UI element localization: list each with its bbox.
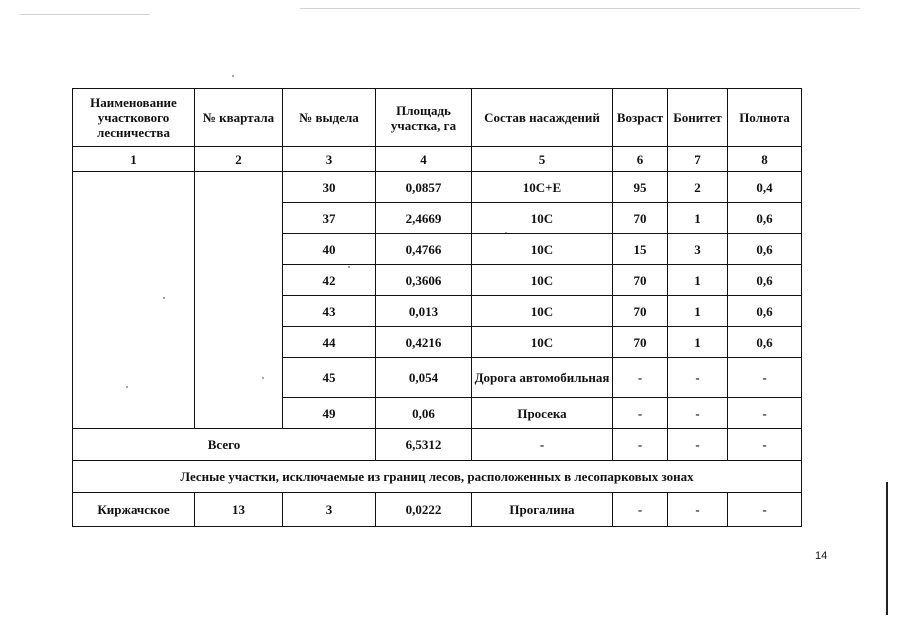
section-caption-row (73, 461, 802, 493)
polnota-cell: 0,6 (728, 265, 802, 296)
col-header-polnota: Полнота (728, 89, 802, 147)
vydel-cell: 40 (283, 234, 376, 265)
bonitet-cell: - (668, 398, 728, 429)
vydel-cell: 37 (283, 203, 376, 234)
polnota-cell: 0,4 (728, 172, 802, 203)
composition-cell: 10С+Е (472, 172, 613, 203)
page-number: 14 (815, 550, 828, 562)
excluded-row (73, 493, 802, 527)
column-number: 6 (613, 147, 668, 172)
column-number: 7 (668, 147, 728, 172)
column-number: 1 (73, 147, 195, 172)
margin-rule (886, 482, 888, 615)
composition-cell: 10С (472, 265, 613, 296)
col-header-age: Возраст (613, 89, 668, 147)
column-number: 4 (376, 147, 472, 172)
kvartal-cell-empty (195, 172, 283, 429)
polnota-cell: - (728, 398, 802, 429)
bonitet-cell: - (668, 493, 728, 527)
vydel-cell: 42 (283, 265, 376, 296)
area-cell: 0,013 (376, 296, 472, 327)
age-cell: - (613, 358, 668, 398)
forest-plots-table (72, 88, 802, 527)
total-bonitet: - (668, 429, 728, 461)
col-header-area: Площадь участка, га (376, 89, 472, 147)
column-number: 5 (472, 147, 613, 172)
bonitet-cell: 1 (668, 327, 728, 358)
vydel-cell: 49 (283, 398, 376, 429)
age-cell: - (613, 493, 668, 527)
col-header-vydel: № выдела (283, 89, 376, 147)
bonitet-cell: 1 (668, 203, 728, 234)
bonitet-cell: 3 (668, 234, 728, 265)
total-label: Всего (73, 429, 376, 461)
composition-cell: Просека (472, 398, 613, 429)
area-cell: 0,4766 (376, 234, 472, 265)
table-row (73, 172, 802, 203)
composition-cell: 10С (472, 234, 613, 265)
area-cell: 0,0857 (376, 172, 472, 203)
area-cell: 0,0222 (376, 493, 472, 527)
column-number: 8 (728, 147, 802, 172)
area-cell: 2,4669 (376, 203, 472, 234)
area-cell: 0,3606 (376, 265, 472, 296)
age-cell: 70 (613, 327, 668, 358)
col-header-kvartal: № квартала (195, 89, 283, 147)
column-number: 2 (195, 147, 283, 172)
age-cell: 15 (613, 234, 668, 265)
bonitet-cell: - (668, 358, 728, 398)
composition-cell: 10С (472, 203, 613, 234)
polnota-cell: 0,6 (728, 203, 802, 234)
total-polnota: - (728, 429, 802, 461)
vydel-cell: 45 (283, 358, 376, 398)
lesnichestvo-cell: Киржачское (73, 493, 195, 527)
polnota-cell: 0,6 (728, 327, 802, 358)
area-cell: 0,054 (376, 358, 472, 398)
col-header-bonitet: Бонитет (668, 89, 728, 147)
lesnichestvo-cell-empty (73, 172, 195, 429)
bonitet-cell: 1 (668, 265, 728, 296)
scan-speck (232, 75, 234, 77)
col-header-composition: Состав насаждений (472, 89, 613, 147)
age-cell: - (613, 398, 668, 429)
vydel-cell: 3 (283, 493, 376, 527)
total-age: - (613, 429, 668, 461)
scan-artifact-line (300, 8, 860, 9)
bonitet-cell: 1 (668, 296, 728, 327)
kvartal-cell: 13 (195, 493, 283, 527)
vydel-cell: 44 (283, 327, 376, 358)
section-caption: Лесные участки, исключаемые из границ лесов, расположенных в лесопарковых зонах (73, 461, 802, 493)
vydel-cell: 43 (283, 296, 376, 327)
bonitet-cell: 2 (668, 172, 728, 203)
total-area: 6,5312 (376, 429, 472, 461)
total-composition: - (472, 429, 613, 461)
header-row (73, 89, 802, 147)
composition-cell: 10С (472, 296, 613, 327)
composition-cell: 10С (472, 327, 613, 358)
polnota-cell: - (728, 493, 802, 527)
composition-cell: Прогалина (472, 493, 613, 527)
area-cell: 0,06 (376, 398, 472, 429)
polnota-cell: 0,6 (728, 234, 802, 265)
scan-artifact-line (20, 14, 150, 15)
age-cell: 70 (613, 203, 668, 234)
age-cell: 70 (613, 265, 668, 296)
composition-cell: Дорога автомобильная (472, 358, 613, 398)
area-cell: 0,4216 (376, 327, 472, 358)
age-cell: 95 (613, 172, 668, 203)
column-number-row (73, 147, 802, 172)
polnota-cell: 0,6 (728, 296, 802, 327)
age-cell: 70 (613, 296, 668, 327)
column-number: 3 (283, 147, 376, 172)
col-header-lesnichestvo: Наименование участкового лесничества (73, 89, 195, 147)
vydel-cell: 30 (283, 172, 376, 203)
total-row (73, 429, 802, 461)
polnota-cell: - (728, 358, 802, 398)
